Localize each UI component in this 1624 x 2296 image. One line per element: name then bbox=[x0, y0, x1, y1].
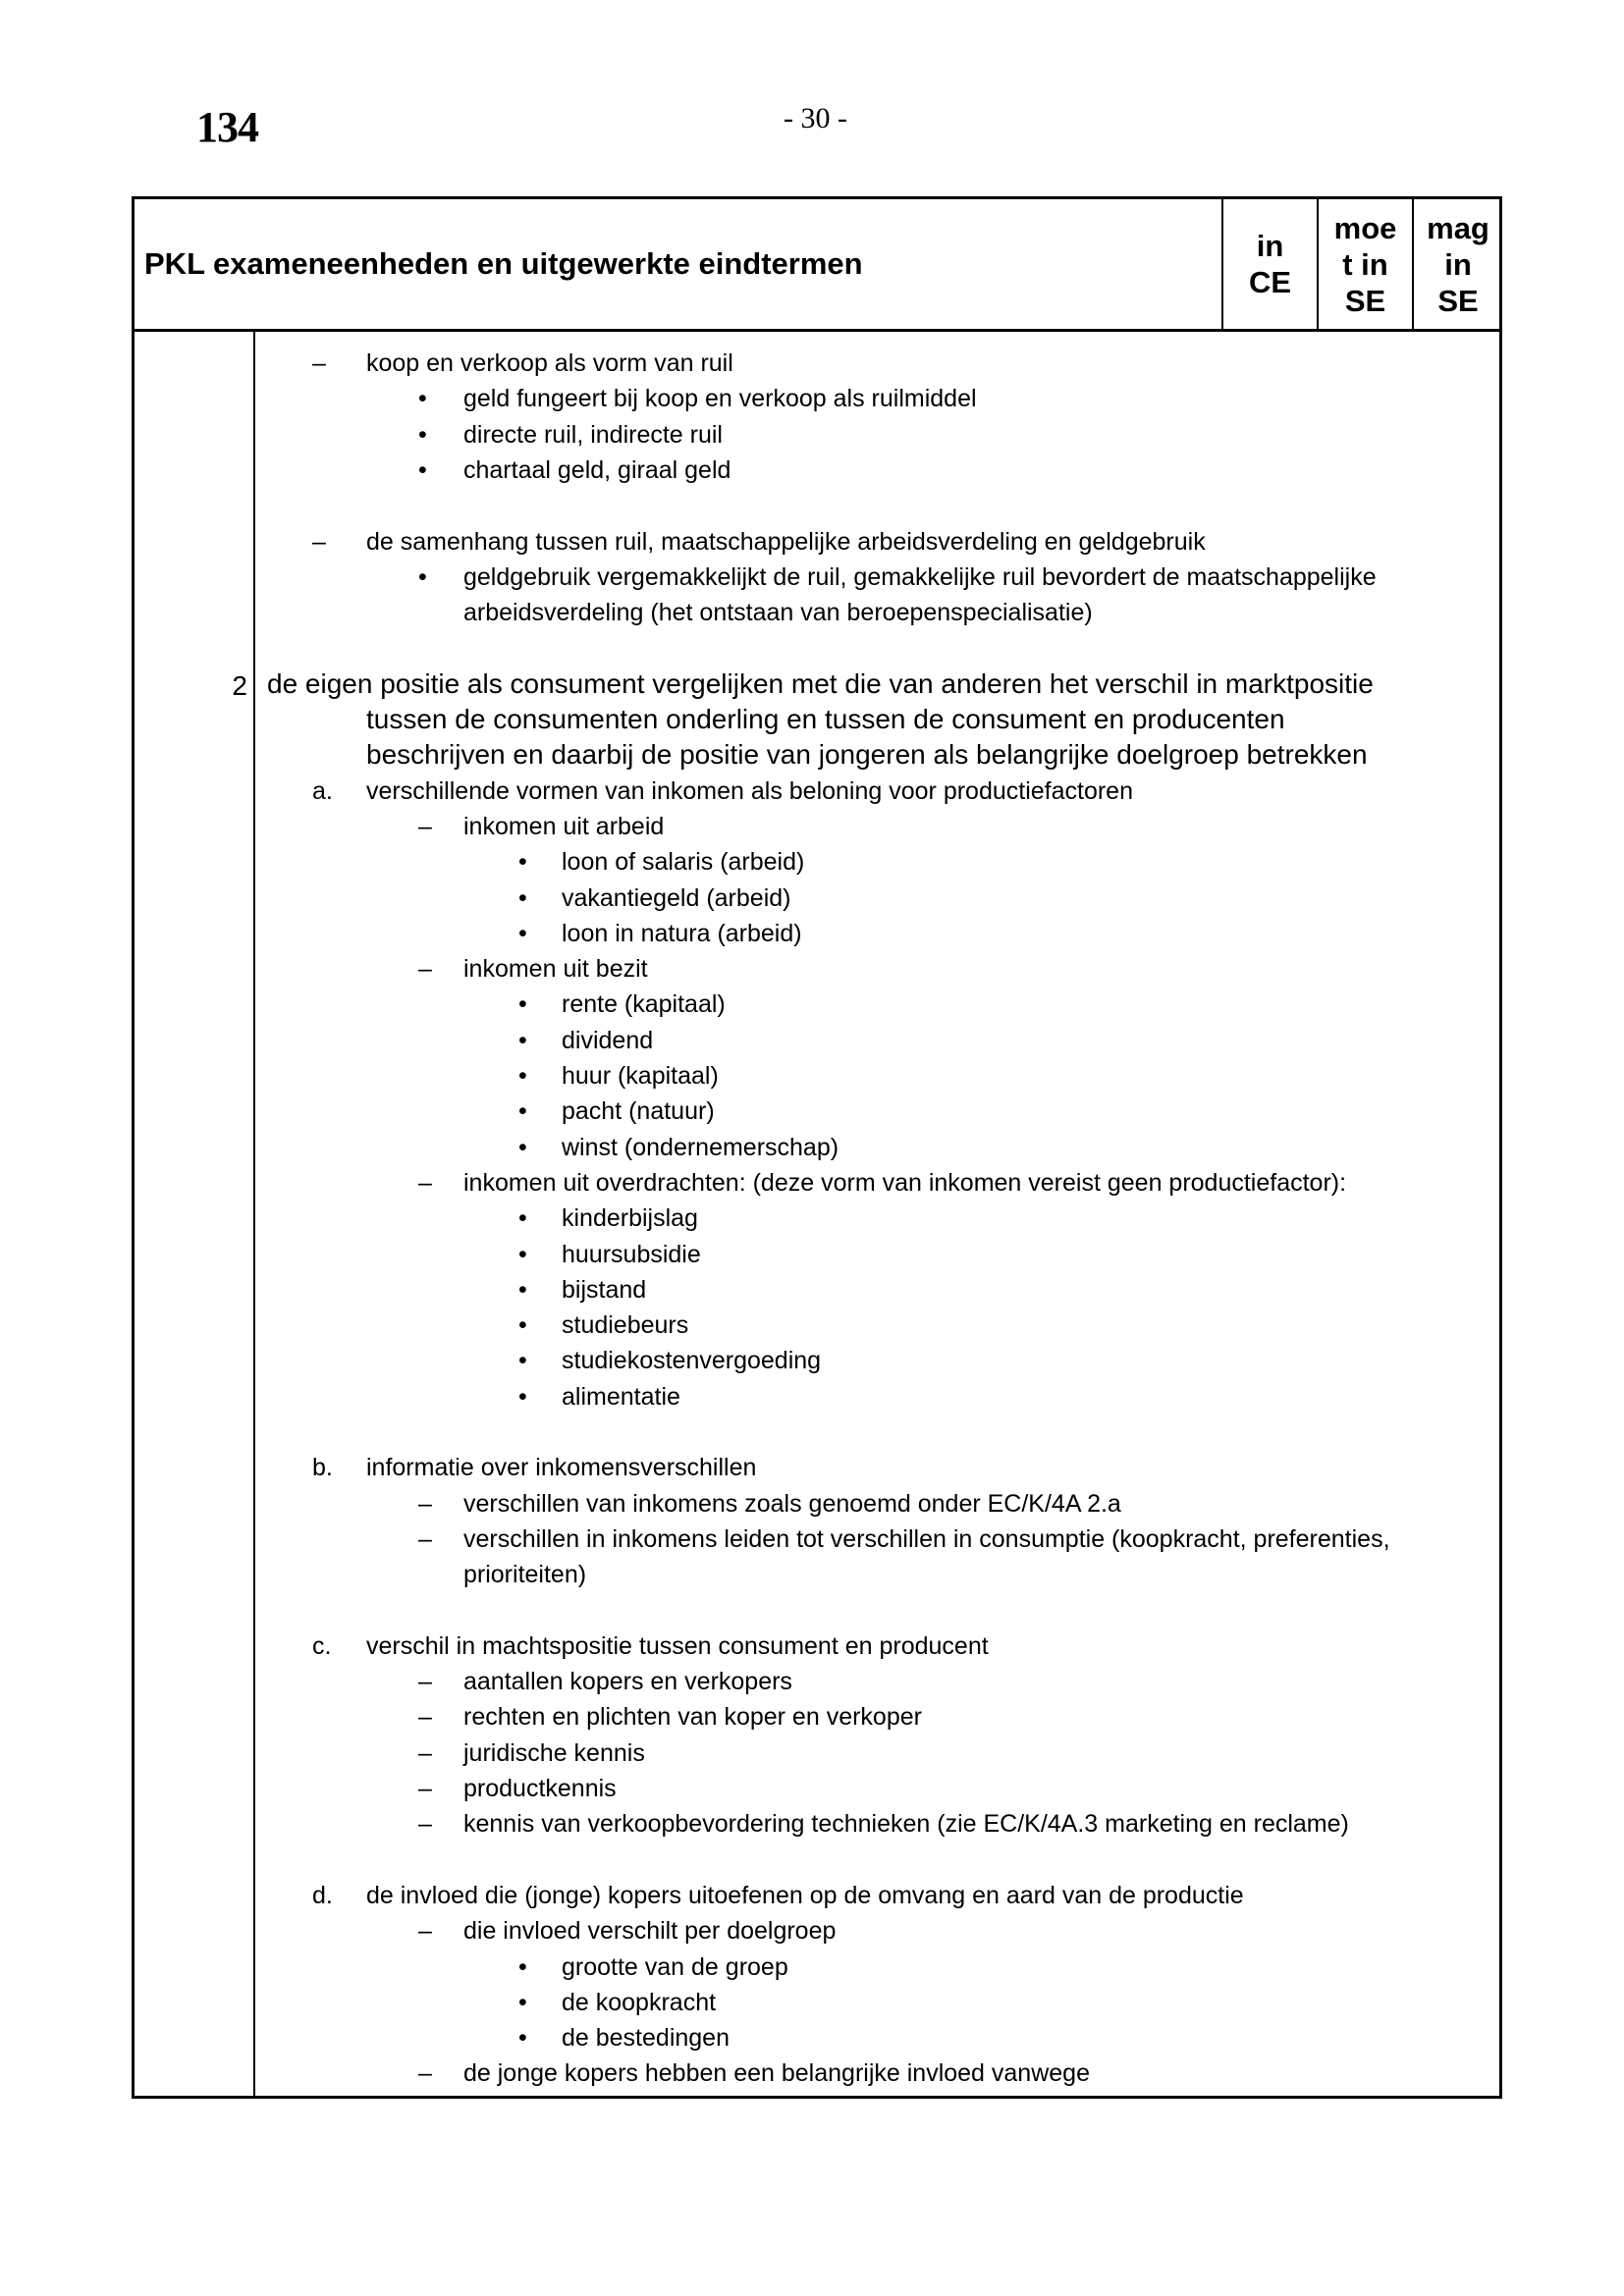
list-item-text: loon of salaris (arbeid) bbox=[562, 848, 805, 877]
dash-icon: – bbox=[418, 1917, 432, 1946]
list-item-text: rechten en plichten van koper en verkoper bbox=[463, 1703, 922, 1732]
list-item-text: pacht (natuur) bbox=[562, 1097, 715, 1126]
bullet-icon: • bbox=[518, 1952, 527, 1981]
list-item-text: winst (ondernemerschap) bbox=[562, 1133, 839, 1161]
bullet-icon: • bbox=[518, 1988, 527, 2016]
header-col-mag-line: mag bbox=[1427, 210, 1489, 245]
bullet-icon: • bbox=[418, 420, 427, 449]
header-col-in-ce bbox=[1221, 199, 1317, 329]
header-col-in-ce-line: in bbox=[1256, 229, 1284, 263]
list-item-text: inkomen uit overdrachten: (deze vorm van inkomen vereist geen productiefactor): bbox=[463, 1168, 1347, 1197]
bullet-icon: • bbox=[518, 883, 527, 912]
list-item-text: de samenhang tussen ruil, maatschappelijke arbeidsverdeling en geldgebruik bbox=[366, 527, 1206, 556]
list-item-text: juridische kennis bbox=[463, 1738, 645, 1767]
bullet-icon: • bbox=[518, 1062, 527, 1090]
list-item-text: geldgebruik vergemakkelijkt de ruil, gemakkelijke ruil bevordert de maatschappelijke bbox=[463, 562, 1377, 591]
dash-icon: – bbox=[418, 1668, 432, 1696]
term-heading-text: beschrijven en daarbij de positie van jongeren als belangrijke doelgroep betrekken bbox=[366, 739, 1368, 771]
bullet-icon: • bbox=[518, 1097, 527, 1126]
list-item-text: verschillende vormen van inkomen als beloning voor productiefactoren bbox=[366, 776, 1133, 805]
header-col-mag-line: SE bbox=[1437, 283, 1479, 318]
list-item-text: kinderbijslag bbox=[562, 1204, 698, 1233]
list-item-text: aantallen kopers en verkopers bbox=[463, 1668, 792, 1696]
list-item-text: de invloed die (jonge) kopers uitoefenen op de omvang en aard van de productie bbox=[366, 1881, 1244, 1909]
dash-icon: – bbox=[418, 1775, 432, 1802]
bullet-icon: • bbox=[518, 1311, 527, 1340]
header-col-moet-line: t in bbox=[1342, 246, 1388, 282]
dash-icon: – bbox=[312, 349, 326, 377]
list-letter: a. bbox=[312, 776, 333, 805]
list-item-text: verschillen van inkomens zoals genoemd onder EC/K/4A 2.a bbox=[463, 1489, 1121, 1518]
list-item-text: huursubsidie bbox=[562, 1240, 701, 1268]
header-col-moet-in-se bbox=[1317, 199, 1412, 329]
list-letter: c. bbox=[312, 1631, 332, 1660]
bullet-icon: • bbox=[518, 1347, 527, 1375]
header-col-moet-line: moe bbox=[1333, 210, 1397, 245]
term-heading-text: tussen de consumenten onderling en tussen de consument en producenten bbox=[366, 704, 1285, 734]
list-item-text: grootte van de groep bbox=[562, 1952, 788, 1981]
list-item-text: arbeidsverdeling (het ontstaan van beroepenspecialisatie) bbox=[463, 599, 1093, 627]
header-title: PKL exameneenheden en uitgewerkte eindtermen bbox=[144, 246, 863, 281]
list-item-text: productkennis bbox=[463, 1775, 617, 1802]
list-item-text: die invloed verschilt per doelgroep bbox=[463, 1917, 837, 1946]
header-col-moet-line: SE bbox=[1344, 283, 1386, 318]
list-item-text: inkomen uit bezit bbox=[463, 955, 648, 984]
bullet-icon: • bbox=[518, 919, 527, 947]
dash-icon: – bbox=[312, 527, 326, 556]
list-letter: b. bbox=[312, 1454, 333, 1482]
dash-icon: – bbox=[418, 1738, 432, 1767]
dash-icon: – bbox=[418, 1810, 432, 1839]
bullet-icon: • bbox=[518, 990, 527, 1019]
list-item-text: inkomen uit arbeid bbox=[463, 812, 665, 840]
bullet-icon: • bbox=[418, 385, 427, 413]
dash-icon: – bbox=[418, 2059, 432, 2088]
bullet-icon: • bbox=[518, 2024, 527, 2053]
list-item-text: prioriteiten) bbox=[463, 1561, 587, 1589]
term-number: 2 bbox=[232, 670, 247, 701]
list-item-text: de bestedingen bbox=[562, 2024, 730, 2053]
list-item-text: geld fungeert bij koop en verkoop als ruilmiddel bbox=[463, 385, 977, 413]
list-item-text: alimentatie bbox=[562, 1382, 680, 1411]
bullet-icon: • bbox=[418, 562, 427, 591]
list-item-text: loon in natura (arbeid) bbox=[562, 919, 802, 947]
list-item-text: chartaal geld, giraal geld bbox=[463, 455, 731, 484]
bullet-icon: • bbox=[518, 848, 527, 877]
list-item-text: vakantiegeld (arbeid) bbox=[562, 883, 791, 912]
bullet-icon: • bbox=[518, 1133, 527, 1161]
dash-icon: – bbox=[418, 1168, 432, 1197]
header-col-in-ce-line: CE bbox=[1248, 265, 1292, 299]
dash-icon: – bbox=[418, 812, 432, 840]
list-item-text: bijstand bbox=[562, 1275, 647, 1304]
header-col-mag-in-se bbox=[1412, 199, 1502, 329]
list-item-text: studiekostenvergoeding bbox=[562, 1347, 822, 1375]
table-header bbox=[135, 199, 1499, 332]
bullet-icon: • bbox=[518, 1026, 527, 1054]
page-number-left: 134 bbox=[196, 103, 258, 151]
dash-icon: – bbox=[418, 1524, 432, 1553]
dash-icon: – bbox=[418, 1489, 432, 1518]
dash-icon: – bbox=[418, 955, 432, 984]
list-item-text: studiebeurs bbox=[562, 1311, 689, 1340]
table-body bbox=[135, 332, 1499, 2096]
dash-icon: – bbox=[418, 1703, 432, 1732]
bullet-icon: • bbox=[518, 1204, 527, 1233]
list-item-text: informatie over inkomensverschillen bbox=[366, 1454, 757, 1482]
header-col-mag-line: in bbox=[1444, 246, 1472, 282]
list-item-text: verschillen in inkomens leiden tot verschillen in consumptie (koopkracht, preferenties, bbox=[463, 1524, 1390, 1553]
list-item-text: dividend bbox=[562, 1026, 654, 1054]
list-item-text: huur (kapitaal) bbox=[562, 1062, 719, 1090]
bullet-icon: • bbox=[518, 1275, 527, 1304]
term-heading-text: de eigen positie als consument vergelijken met die van anderen het verschil in marktpositie bbox=[267, 667, 1374, 699]
list-item-text: koop en verkoop als vorm van ruil bbox=[366, 349, 733, 377]
list-item-text: de jonge kopers hebben een belangrijke invloed vanwege bbox=[463, 2059, 1090, 2088]
list-letter: d. bbox=[312, 1881, 333, 1909]
bullet-icon: • bbox=[418, 455, 427, 484]
bullet-icon: • bbox=[518, 1240, 527, 1268]
list-item-text: de koopkracht bbox=[562, 1988, 717, 2016]
page-number-center: - 30 - bbox=[784, 102, 847, 134]
eindtermen-table bbox=[132, 196, 1502, 2099]
list-item-text: kennis van verkoopbevordering technieken (zie EC/K/4A.3 marketing en reclame) bbox=[463, 1810, 1349, 1839]
list-item-text: rente (kapitaal) bbox=[562, 990, 726, 1019]
list-item-text: verschil in machtspositie tussen consument en producent bbox=[366, 1631, 989, 1660]
list-item-text: directe ruil, indirecte ruil bbox=[463, 420, 723, 449]
bullet-icon: • bbox=[518, 1382, 527, 1411]
